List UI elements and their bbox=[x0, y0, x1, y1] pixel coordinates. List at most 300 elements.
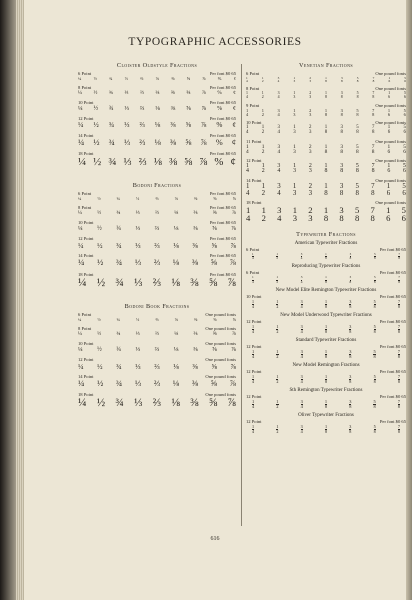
numerator: 1 bbox=[246, 143, 249, 150]
denominator: 8 bbox=[325, 79, 327, 84]
fraction-row bbox=[78, 278, 236, 289]
fraction-glyph: ¼ bbox=[78, 225, 83, 233]
size-price-label bbox=[246, 344, 406, 349]
fraction-glyph: ⅛ bbox=[174, 331, 179, 338]
denominator: 8 bbox=[324, 378, 328, 384]
denominator: 8 bbox=[339, 213, 344, 224]
section-heading: Bodoni Book Fractions bbox=[124, 302, 190, 310]
point-size: 8 Point bbox=[78, 205, 92, 211]
numerator: 1 bbox=[325, 252, 327, 257]
stacked-fraction bbox=[325, 253, 327, 260]
typewriter-subheading: New Model Remington Fractions bbox=[292, 362, 360, 368]
typewriter-subheading: Sth Remington Typewriter Fractions bbox=[289, 387, 363, 393]
stacked-fraction bbox=[374, 325, 376, 334]
denominator: 3 bbox=[308, 189, 313, 197]
numerator: 7 bbox=[397, 398, 400, 404]
point-size: 12 Point bbox=[246, 393, 262, 399]
typewriter-subheading: American Typewriter Fractions bbox=[294, 241, 358, 247]
fraction-glyph: ⅓ bbox=[123, 138, 131, 148]
numerator: 3 bbox=[339, 183, 344, 190]
numerator: 7 bbox=[397, 348, 400, 354]
fraction-glyph: ⅓ bbox=[135, 331, 140, 338]
stacked-fraction bbox=[278, 77, 280, 83]
price: One pound fonts bbox=[375, 200, 406, 206]
denominator: 6 bbox=[386, 189, 391, 197]
denominator: 6 bbox=[402, 189, 406, 197]
fraction-glyph: % bbox=[217, 76, 222, 81]
denominator: 2 bbox=[276, 353, 279, 359]
fraction-row bbox=[246, 325, 406, 334]
price: One pound fonts bbox=[205, 341, 236, 347]
price: Per font $0 65 bbox=[209, 151, 236, 157]
fraction-row bbox=[246, 184, 406, 197]
point-size: 12 Point bbox=[246, 343, 262, 349]
numerator: 3 bbox=[339, 205, 344, 216]
denominator: 2 bbox=[261, 112, 264, 118]
numerator: 5 bbox=[403, 91, 406, 96]
numerator: 3 bbox=[340, 91, 343, 96]
fraction-glyph: ⅓ bbox=[134, 258, 142, 268]
stacked-fraction bbox=[357, 77, 359, 83]
denominator: 8 bbox=[373, 429, 376, 435]
numerator: 1 bbox=[324, 398, 328, 404]
stacked-fraction bbox=[355, 184, 358, 197]
section-heading: Bodoni Fractions bbox=[132, 182, 182, 189]
fraction-glyph: ⅞ bbox=[199, 156, 208, 169]
price: Per font $0 65 bbox=[379, 393, 406, 399]
stacked-fraction bbox=[309, 184, 312, 197]
point-size: 14 Point bbox=[78, 374, 94, 380]
point-size: 18 Point bbox=[78, 271, 94, 277]
fraction-glyph: ⅔ bbox=[139, 121, 145, 130]
numerator: 3 bbox=[277, 125, 280, 131]
numerator: 3 bbox=[340, 76, 343, 80]
numerator: 1 bbox=[324, 183, 328, 190]
stacked-fraction bbox=[252, 325, 254, 334]
denominator: 8 bbox=[339, 189, 344, 197]
numerator: 1 bbox=[324, 107, 328, 113]
denominator: 4 bbox=[252, 279, 254, 284]
fraction-glyph: ¾ bbox=[116, 316, 120, 322]
fraction-glyph: ⅜ bbox=[191, 379, 198, 389]
fraction-glyph: ¼ bbox=[78, 331, 82, 338]
stacked-fraction bbox=[325, 400, 327, 409]
fraction-glyph: ⅓ bbox=[135, 346, 141, 354]
fraction-glyph: ½ bbox=[97, 362, 103, 372]
numerator: 3 bbox=[300, 424, 303, 430]
fraction-glyph: ¼ bbox=[78, 258, 85, 268]
numerator: 2 bbox=[308, 183, 313, 190]
fraction-glyph: ⅜ bbox=[192, 225, 198, 233]
stacked-fraction bbox=[398, 400, 400, 409]
numerator: 3 bbox=[349, 323, 352, 329]
stacked-fraction bbox=[341, 77, 343, 83]
point-size: 6 Point bbox=[78, 311, 92, 317]
fraction-glyph: ⅓ bbox=[124, 76, 128, 81]
fraction-glyph: ½ bbox=[93, 76, 97, 81]
denominator: 4 bbox=[246, 168, 249, 175]
stacked-fraction bbox=[293, 109, 295, 117]
denominator: 8 bbox=[397, 403, 400, 409]
stacked-fraction bbox=[374, 276, 376, 283]
fraction-row bbox=[78, 211, 236, 216]
denominator: 4 bbox=[300, 403, 303, 409]
numerator: 3 bbox=[349, 298, 352, 304]
fraction-glyph: ⅝ bbox=[211, 241, 217, 251]
stacked-fraction bbox=[276, 350, 278, 359]
denominator: 4 bbox=[277, 112, 280, 118]
stacked-fraction bbox=[277, 145, 280, 155]
numerator: 7 bbox=[372, 125, 375, 131]
stacked-fraction bbox=[371, 184, 374, 197]
numerator: 1 bbox=[276, 373, 279, 379]
numerator: 1 bbox=[386, 205, 391, 216]
numerator: 1 bbox=[323, 205, 329, 216]
denominator: 4 bbox=[300, 279, 303, 284]
denominator: 2 bbox=[261, 129, 265, 135]
numerator: 1 bbox=[276, 323, 279, 329]
numerator: 5 bbox=[403, 143, 406, 150]
fraction-glyph: ⅔ bbox=[139, 138, 146, 148]
denominator: 3 bbox=[309, 129, 312, 135]
fraction-glyph: ⅞ bbox=[230, 362, 236, 372]
stacked-fraction bbox=[356, 109, 358, 117]
fraction-glyph: ½ bbox=[93, 156, 102, 169]
stacked-fraction bbox=[309, 77, 311, 83]
stacked-fraction bbox=[349, 300, 351, 309]
stacked-fraction bbox=[388, 92, 390, 99]
fraction-row bbox=[78, 226, 236, 232]
fraction-glyph: ⅞ bbox=[232, 331, 236, 338]
numerator: 1 bbox=[293, 76, 296, 80]
fraction-row bbox=[78, 91, 236, 96]
numerator: 1 bbox=[386, 183, 391, 190]
fraction-glyph: ¼ bbox=[78, 210, 82, 217]
numerator: 3 bbox=[277, 76, 280, 80]
numerator: 2 bbox=[309, 107, 312, 113]
numerator: 5 bbox=[356, 107, 359, 113]
numerator: 1 bbox=[324, 143, 328, 150]
numerator: 1 bbox=[252, 398, 255, 404]
fraction-glyph: ⅔ bbox=[155, 316, 159, 322]
column-divider bbox=[241, 64, 242, 526]
fraction-row bbox=[78, 347, 236, 353]
fraction-glyph: ⅝ bbox=[212, 331, 217, 338]
fraction-glyph: ⅓ bbox=[134, 276, 143, 289]
fraction-row bbox=[246, 276, 406, 283]
numerator: 1 bbox=[388, 91, 391, 96]
numerator: 1 bbox=[293, 125, 296, 131]
numerator: 1 bbox=[292, 183, 297, 190]
stacked-fraction bbox=[373, 77, 375, 83]
fraction-glyph: ⅓ bbox=[135, 241, 141, 251]
stacked-fraction bbox=[252, 425, 254, 434]
denominator: 8 bbox=[356, 79, 359, 84]
numerator: 1 bbox=[293, 162, 297, 169]
denominator: 2 bbox=[261, 79, 264, 84]
numerator: 5 bbox=[354, 205, 360, 216]
price: One pound fonts bbox=[205, 311, 236, 317]
denominator: 8 bbox=[355, 168, 359, 175]
denominator: 4 bbox=[277, 129, 280, 135]
denominator: 8 bbox=[324, 189, 328, 197]
denominator: 3 bbox=[293, 168, 297, 175]
denominator: 4 bbox=[252, 256, 254, 261]
fraction-glyph: ½ bbox=[96, 379, 104, 389]
stacked-fraction bbox=[325, 145, 328, 155]
numerator: 3 bbox=[277, 183, 281, 190]
numerator: 3 bbox=[277, 91, 280, 96]
numerator: 7 bbox=[370, 205, 375, 216]
fraction-glyph: ⅜ bbox=[193, 196, 198, 201]
price: One pound fonts bbox=[375, 120, 406, 126]
fraction-glyph: ⅛ bbox=[173, 241, 179, 251]
numerator: 7 bbox=[397, 323, 400, 329]
fraction-glyph: ⅞ bbox=[201, 121, 207, 130]
numerator: 1 bbox=[387, 107, 391, 113]
stacked-fraction bbox=[246, 206, 250, 222]
denominator: 6 bbox=[387, 112, 391, 118]
numerator: 5 bbox=[373, 348, 376, 354]
fraction-row bbox=[246, 400, 406, 409]
denominator: 8 bbox=[324, 403, 328, 409]
fraction-glyph: ½ bbox=[96, 397, 106, 410]
denominator: 3 bbox=[308, 168, 312, 175]
fraction-glyph: ⅛ bbox=[174, 316, 178, 322]
denominator: 4 bbox=[246, 189, 250, 197]
denominator: 8 bbox=[340, 129, 343, 135]
numerator: 1 bbox=[252, 252, 254, 257]
numerator: 1 bbox=[252, 323, 255, 329]
denominator: 6 bbox=[388, 95, 391, 100]
right-page-edge bbox=[403, 0, 412, 600]
denominator: 8 bbox=[371, 168, 375, 175]
price: Per font $0 65 bbox=[209, 71, 236, 76]
numerator: 1 bbox=[324, 424, 328, 430]
fraction-glyph: ⅛ bbox=[174, 210, 179, 217]
numerator: 5 bbox=[356, 91, 359, 96]
numerator: 3 bbox=[300, 275, 303, 280]
stacked-fraction bbox=[350, 253, 352, 260]
stacked-fraction bbox=[301, 300, 303, 309]
stacked-fraction bbox=[341, 109, 343, 117]
price: One pound fonts bbox=[205, 392, 236, 398]
denominator: 8 bbox=[373, 353, 376, 359]
price: Per font $0 65 bbox=[209, 116, 236, 122]
fraction-glyph: ⅞ bbox=[201, 90, 206, 97]
point-size: 14 Point bbox=[78, 253, 94, 259]
fraction-glyph: ⅛ bbox=[173, 362, 179, 372]
numerator: 1 bbox=[293, 143, 296, 150]
stacked-fraction bbox=[309, 109, 311, 117]
denominator: 4 bbox=[300, 328, 303, 334]
fraction-glyph: ¼ bbox=[78, 105, 83, 113]
denominator: 8 bbox=[324, 328, 328, 334]
fraction-row bbox=[246, 350, 406, 359]
denominator: 8 bbox=[373, 279, 376, 284]
point-size: 12 Point bbox=[246, 368, 262, 374]
fraction-glyph: ⅜ bbox=[193, 331, 198, 338]
stacked-fraction bbox=[349, 425, 351, 434]
fraction-glyph: ⅔ bbox=[155, 210, 159, 217]
fraction-glyph: ¼ bbox=[78, 138, 85, 148]
numerator: 7 bbox=[372, 76, 375, 80]
fraction-glyph: ⅜ bbox=[170, 90, 175, 97]
stacked-fraction bbox=[262, 126, 264, 135]
fraction-glyph: ⅜ bbox=[192, 362, 198, 372]
fraction-glyph: ⅝ bbox=[211, 362, 217, 372]
stacked-fraction bbox=[301, 350, 303, 359]
fraction-glyph: ⅔ bbox=[139, 90, 144, 97]
fraction-row bbox=[78, 332, 236, 337]
stacked-fraction bbox=[325, 425, 327, 434]
denominator: 8 bbox=[349, 378, 352, 384]
point-size: 6 Point bbox=[246, 247, 260, 253]
fraction-glyph: ⅛ bbox=[154, 138, 161, 148]
fraction-glyph: ⅞ bbox=[200, 138, 207, 148]
price: One pound fonts bbox=[375, 138, 406, 144]
denominator: 8 bbox=[398, 256, 400, 261]
stacked-fraction bbox=[372, 109, 374, 117]
fraction-glyph: ⅓ bbox=[135, 210, 140, 217]
denominator: 4 bbox=[252, 429, 255, 435]
numerator: 3 bbox=[349, 398, 352, 404]
point-size: 10 Point bbox=[78, 220, 94, 226]
denominator: 8 bbox=[323, 213, 329, 224]
numerator: 7 bbox=[371, 183, 375, 190]
stacked-fraction bbox=[325, 300, 327, 309]
stacked-fraction bbox=[277, 206, 281, 222]
numerator: 2 bbox=[308, 162, 312, 169]
point-size: 12 Point bbox=[78, 116, 94, 122]
fraction-glyph: ⅓ bbox=[134, 379, 142, 389]
numerator: 3 bbox=[349, 348, 352, 354]
numerator: 7 bbox=[371, 143, 375, 150]
fraction-glyph: ¢ bbox=[233, 90, 236, 97]
stacked-fraction bbox=[340, 145, 343, 155]
denominator: 4 bbox=[246, 95, 248, 100]
denominator: 6 bbox=[403, 112, 406, 118]
fraction-glyph: ⅓ bbox=[124, 105, 129, 113]
numerator: 1 bbox=[324, 373, 328, 379]
price: One pound fonts bbox=[375, 71, 406, 76]
denominator: 2 bbox=[276, 256, 278, 261]
numerator: 3 bbox=[300, 373, 303, 379]
price: Per font $0 65 bbox=[379, 368, 406, 374]
fraction-glyph: ⅔ bbox=[152, 397, 162, 410]
numerator: 1 bbox=[246, 76, 248, 80]
stacked-fraction bbox=[325, 92, 327, 99]
stacked-fraction bbox=[341, 92, 343, 99]
denominator: 4 bbox=[246, 148, 249, 155]
fraction-glyph: ⅝ bbox=[185, 121, 192, 130]
section-heading: Typewriter Fractions bbox=[296, 231, 356, 239]
fraction-glyph: ½ bbox=[93, 105, 99, 113]
fraction-glyph: ⅛ bbox=[171, 276, 180, 289]
fraction-glyph: ⅞ bbox=[231, 225, 236, 233]
fraction-glyph: ⅜ bbox=[193, 210, 198, 217]
fraction-row bbox=[246, 300, 406, 309]
fraction-glyph: ¼ bbox=[78, 397, 87, 410]
denominator: 3 bbox=[292, 189, 297, 197]
point-size: 6 Point bbox=[78, 191, 92, 196]
denominator: 8 bbox=[356, 95, 359, 100]
denominator: 4 bbox=[246, 79, 248, 84]
right-column bbox=[246, 62, 406, 434]
fraction-glyph: ⅓ bbox=[135, 316, 140, 322]
numerator: 5 bbox=[403, 125, 406, 131]
book-spine bbox=[0, 0, 16, 600]
stacked-fraction bbox=[387, 184, 390, 197]
page-number: 616 bbox=[210, 536, 220, 542]
denominator: 4 bbox=[277, 213, 282, 224]
numerator: 2 bbox=[308, 205, 313, 216]
denominator: 8 bbox=[397, 378, 400, 384]
numerator: 1 bbox=[252, 298, 254, 304]
stacked-fraction bbox=[398, 425, 400, 434]
stacked-fraction bbox=[324, 184, 327, 197]
denominator: 8 bbox=[373, 303, 376, 309]
denominator: 4 bbox=[246, 112, 249, 118]
stacked-fraction bbox=[340, 164, 343, 175]
fraction-glyph: % bbox=[215, 138, 223, 148]
fraction-glyph: ¼ bbox=[78, 76, 82, 81]
point-size: 6 Point bbox=[246, 270, 260, 276]
price: Per font $0 65 bbox=[209, 205, 236, 211]
stacked-fraction bbox=[325, 164, 328, 175]
stacked-fraction bbox=[324, 206, 328, 222]
denominator: 8 bbox=[373, 328, 376, 334]
fraction-glyph: ⅛ bbox=[173, 346, 179, 354]
denominator: 4 bbox=[277, 168, 281, 175]
stacked-fraction bbox=[356, 145, 359, 155]
denominator: 4 bbox=[277, 95, 280, 100]
fraction-row bbox=[78, 380, 236, 388]
denominator: 8 bbox=[397, 328, 400, 334]
numerator: 3 bbox=[277, 107, 280, 113]
numerator: 3 bbox=[300, 298, 303, 304]
denominator: 4 bbox=[246, 129, 249, 135]
stacked-fraction bbox=[398, 375, 400, 384]
stacked-fraction bbox=[388, 109, 390, 117]
denominator: 8 bbox=[398, 279, 400, 284]
numerator: 5 bbox=[403, 162, 406, 169]
left-column bbox=[78, 62, 236, 410]
denominator: 8 bbox=[372, 79, 375, 84]
fraction-glyph: ⅛ bbox=[155, 76, 159, 81]
denominator: 4 bbox=[300, 429, 303, 435]
stacked-fraction bbox=[246, 126, 248, 135]
numerator: 1 bbox=[252, 348, 255, 354]
numerator: 2 bbox=[309, 76, 312, 80]
fraction-row bbox=[78, 242, 236, 249]
denominator: 2 bbox=[261, 148, 265, 155]
numerator: 1 bbox=[325, 76, 327, 80]
fraction-glyph: ¾ bbox=[109, 76, 113, 81]
stacked-fraction bbox=[325, 350, 327, 359]
stacked-fraction bbox=[309, 126, 311, 135]
denominator: 8 bbox=[372, 95, 375, 100]
stacked-fraction bbox=[276, 400, 278, 409]
fraction-glyph: ⅜ bbox=[192, 241, 198, 251]
numerator: 3 bbox=[349, 252, 352, 257]
price: Per font $0 65 bbox=[209, 133, 236, 139]
stacked-fraction bbox=[293, 126, 295, 135]
numerator: 1 bbox=[324, 162, 328, 169]
fraction-glyph: ½ bbox=[97, 210, 102, 217]
price: Per font $0 65 bbox=[379, 318, 406, 324]
denominator: 4 bbox=[277, 148, 281, 155]
